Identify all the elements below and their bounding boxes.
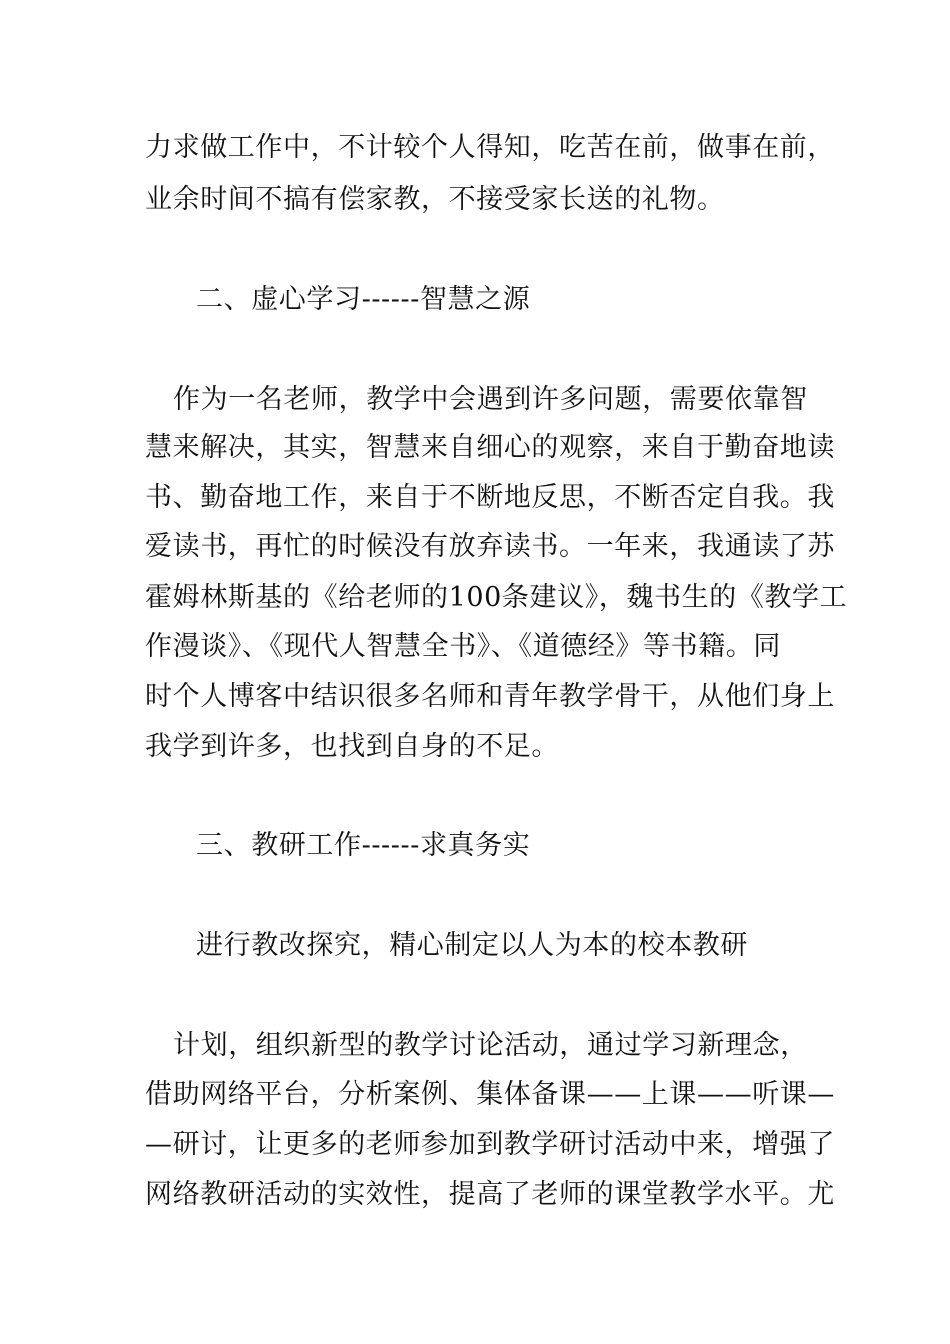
paragraph-line: 书、勤奋地工作，来自于不断地反思，不断否定自我。我 bbox=[145, 482, 835, 513]
paragraph-line: 借助网络平台，分析案例、集体备课——上课——听课— bbox=[145, 1079, 835, 1110]
paragraph-line: 进行教改探究，精心制定以人为本的校本教研 bbox=[196, 930, 748, 961]
paragraph-line: 计划，组织新型的教学讨论活动，通过学习新理念， bbox=[173, 1030, 808, 1061]
paragraph-line: 爱读书，再忙的时候没有放弃读书。一年来，我通读了苏 bbox=[145, 531, 835, 562]
paragraph-line: 力求做工作中，不计较个人得知，吃苦在前，做事在前， bbox=[145, 132, 835, 163]
paragraph-line: 作漫谈》、《现代人智慧全书》、《道德经》等书籍。同 bbox=[145, 631, 781, 662]
paragraph-line: 霍姆林斯基的《给老师的100条建议》，魏书生的《教学工 bbox=[145, 582, 848, 613]
section-heading-3: 三、教研工作------求真务实 bbox=[196, 830, 531, 861]
paragraph-line: 网络教研活动的实效性，提高了老师的课堂教学水平。尤 bbox=[145, 1179, 835, 1210]
paragraph-line: —研讨，让更多的老师参加到教学研讨活动中来，增强了 bbox=[145, 1129, 835, 1160]
paragraph-line: 时个人博客中结识很多名师和青年教学骨干，从他们身上 bbox=[145, 681, 835, 712]
paragraph-line: 作为一名老师，教学中会遇到许多问题，需要依靠智 bbox=[173, 384, 808, 415]
section-heading-2: 二、虚心学习------智慧之源 bbox=[196, 284, 531, 315]
paragraph-line: 业余时间不搞有偿家教，不接受家长送的礼物。 bbox=[145, 184, 725, 215]
paragraph-line: 慧来解决，其实，智慧来自细心的观察，来自于勤奋地读 bbox=[145, 432, 835, 463]
paragraph-line: 我学到许多，也找到自身的不足。 bbox=[145, 731, 559, 762]
